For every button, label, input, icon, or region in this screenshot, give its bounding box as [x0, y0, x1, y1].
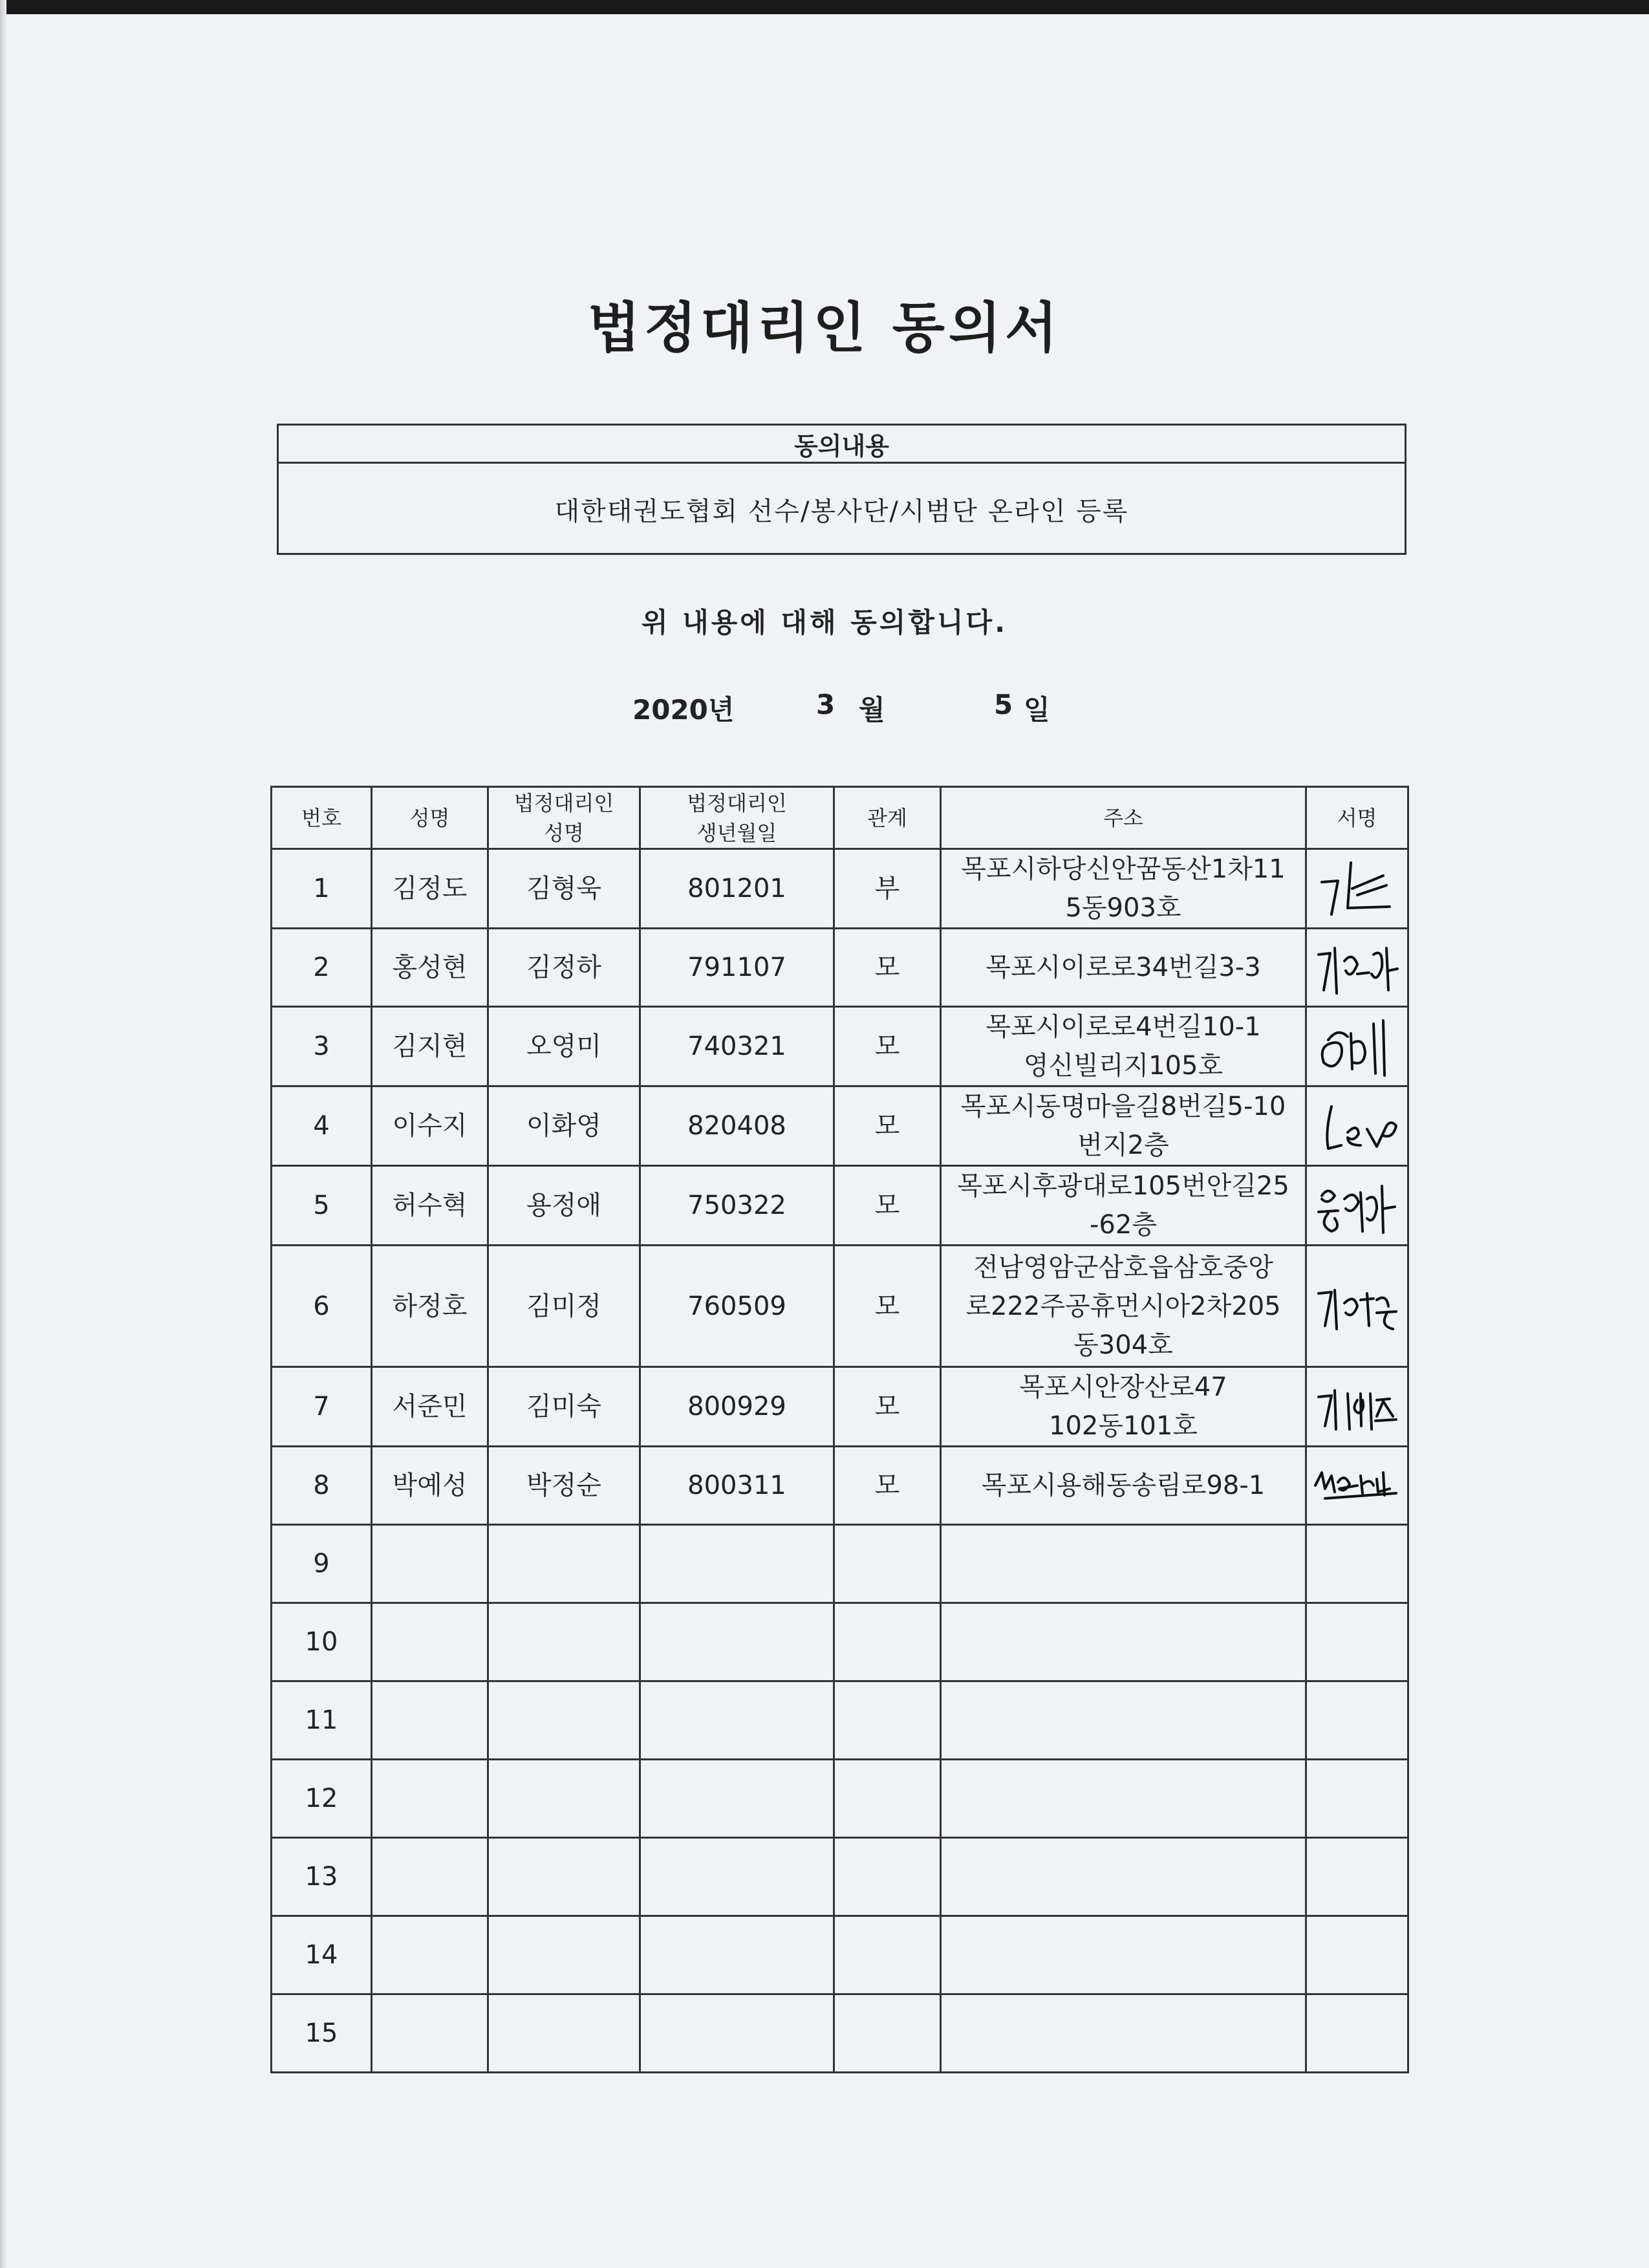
cell-address: 목포시이로로34번길3-3	[941, 929, 1306, 1007]
handwritten-signature	[1312, 856, 1403, 921]
cell-address: 목포시하당신안꿈동산1차11 5동903호	[941, 849, 1306, 929]
consent-box-header: 동의내용	[279, 426, 1405, 464]
cell-number: 11	[272, 1681, 372, 1760]
cell-guardian-birthdate: 740321	[640, 1007, 834, 1086]
cell-signature	[1306, 1086, 1408, 1166]
cell-guardian-name: 김정하	[488, 929, 640, 1007]
cell-relation: 부	[834, 849, 941, 929]
date-day-value: 5	[994, 689, 1013, 720]
handwritten-signature	[1312, 935, 1403, 1000]
cell-number: 10	[272, 1603, 372, 1681]
table-row	[272, 1525, 1408, 1603]
cell-number: 13	[272, 1838, 372, 1916]
table-row	[272, 1166, 1408, 1246]
cell-number: 1	[272, 849, 372, 929]
cell-number: 6	[272, 1246, 372, 1367]
cell-guardian-birthdate: 791107	[640, 929, 834, 1007]
handwritten-signature	[1312, 1173, 1403, 1238]
date-year: 2020년	[632, 694, 735, 726]
cell-relation: 모	[834, 1007, 941, 1086]
cell-number: 9	[272, 1525, 372, 1603]
table-row	[272, 1603, 1408, 1681]
cell-name: 김지현	[372, 1007, 488, 1086]
table-header-row	[272, 787, 1408, 849]
table-row	[272, 929, 1408, 1007]
cell-guardian-birthdate: 800929	[640, 1367, 834, 1447]
cell-name: 하정호	[372, 1246, 488, 1367]
cell-guardian-birthdate: 801201	[640, 849, 834, 929]
cell-name: 이수지	[372, 1086, 488, 1166]
cell-number: 12	[272, 1760, 372, 1838]
handwritten-signature	[1312, 1374, 1403, 1439]
cell-name: 김정도	[372, 849, 488, 929]
date-day-unit: 일	[1024, 694, 1050, 726]
table-row	[272, 1246, 1408, 1367]
table-row	[272, 1086, 1408, 1166]
cell-address: 목포시용해동송림로98-1	[941, 1447, 1306, 1525]
header-name: 성명	[372, 787, 488, 849]
cell-number: 15	[272, 1994, 372, 2073]
cell-address: 목포시이로로4번길10-1 영신빌리지105호	[941, 1007, 1306, 1086]
cell-relation: 모	[834, 1086, 941, 1166]
cell-number: 3	[272, 1007, 372, 1086]
cell-address: 목포시후광대로105번안길25 -62층	[941, 1166, 1306, 1246]
header-signature: 서명	[1306, 787, 1408, 849]
handwritten-signature	[1312, 1094, 1403, 1158]
cell-guardian-birthdate: 750322	[640, 1166, 834, 1246]
cell-signature	[1306, 929, 1408, 1007]
date-month-unit: 월	[859, 694, 885, 726]
cell-signature	[1306, 1007, 1408, 1086]
cell-name: 서준민	[372, 1367, 488, 1447]
table-row	[272, 1447, 1408, 1525]
cell-guardian-birthdate: 820408	[640, 1086, 834, 1166]
table-row	[272, 1367, 1408, 1447]
table-row	[272, 849, 1408, 929]
document-title: 법정대리인 동의서	[587, 296, 1062, 360]
cell-guardian-name: 김미숙	[488, 1367, 640, 1447]
cell-relation: 모	[834, 929, 941, 1007]
cell-number: 14	[272, 1916, 372, 1994]
table-row	[272, 1007, 1408, 1086]
cell-signature	[1306, 1367, 1408, 1447]
cell-signature	[1306, 1447, 1408, 1525]
cell-name: 허수혁	[372, 1166, 488, 1246]
cell-guardian-name: 박정순	[488, 1447, 640, 1525]
cell-address: 전남영암군삼호읍삼호중앙 로222주공휴먼시아2차205 동304호	[941, 1246, 1306, 1367]
table-row	[272, 1838, 1408, 1916]
registration-table	[270, 786, 1409, 2073]
agree-statement: 위 내용에 대해 동의합니다.	[641, 607, 1008, 638]
header-address: 주소	[941, 787, 1306, 849]
cell-number: 2	[272, 929, 372, 1007]
cell-guardian-name: 용정애	[488, 1166, 640, 1246]
cell-number: 8	[272, 1447, 372, 1525]
cell-relation: 모	[834, 1367, 941, 1447]
cell-guardian-name: 오영미	[488, 1007, 640, 1086]
table-row	[272, 1916, 1408, 1994]
cell-guardian-name: 이화영	[488, 1086, 640, 1166]
table-row	[272, 1994, 1408, 2073]
cell-relation: 모	[834, 1447, 941, 1525]
header-guardian-name: 법정대리인 성명	[488, 787, 640, 849]
cell-relation: 모	[834, 1166, 941, 1246]
handwritten-signature	[1312, 1014, 1403, 1079]
cell-address: 목포시동명마을길8번길5-10 번지2층	[941, 1086, 1306, 1166]
header-number: 번호	[272, 787, 372, 849]
consent-box	[277, 424, 1406, 555]
header-guardian-birthdate: 법정대리인 생년월일	[640, 787, 834, 849]
cell-number: 7	[272, 1367, 372, 1447]
handwritten-signature	[1312, 1453, 1403, 1518]
table-row	[272, 1760, 1408, 1838]
cell-name: 홍성현	[372, 929, 488, 1007]
date-month-value: 3	[816, 689, 835, 720]
cell-guardian-name: 김미정	[488, 1246, 640, 1367]
cell-guardian-birthdate: 800311	[640, 1447, 834, 1525]
cell-guardian-birthdate: 760509	[640, 1246, 834, 1367]
cell-signature	[1306, 1246, 1408, 1367]
cell-relation: 모	[834, 1246, 941, 1367]
cell-number: 4	[272, 1086, 372, 1166]
cell-name: 박예성	[372, 1447, 488, 1525]
cell-signature	[1306, 1166, 1408, 1246]
handwritten-signature	[1312, 1274, 1403, 1339]
header-relation: 관계	[834, 787, 941, 849]
cell-address: 목포시안장산로47 102동101호	[941, 1367, 1306, 1447]
cell-number: 5	[272, 1166, 372, 1246]
table-row	[272, 1681, 1408, 1760]
consent-box-body: 대한태권도협회 선수/봉사단/시범단 온라인 등록	[554, 497, 1129, 526]
cell-signature	[1306, 849, 1408, 929]
cell-guardian-name: 김형욱	[488, 849, 640, 929]
scanner-top-edge	[0, 0, 1649, 14]
